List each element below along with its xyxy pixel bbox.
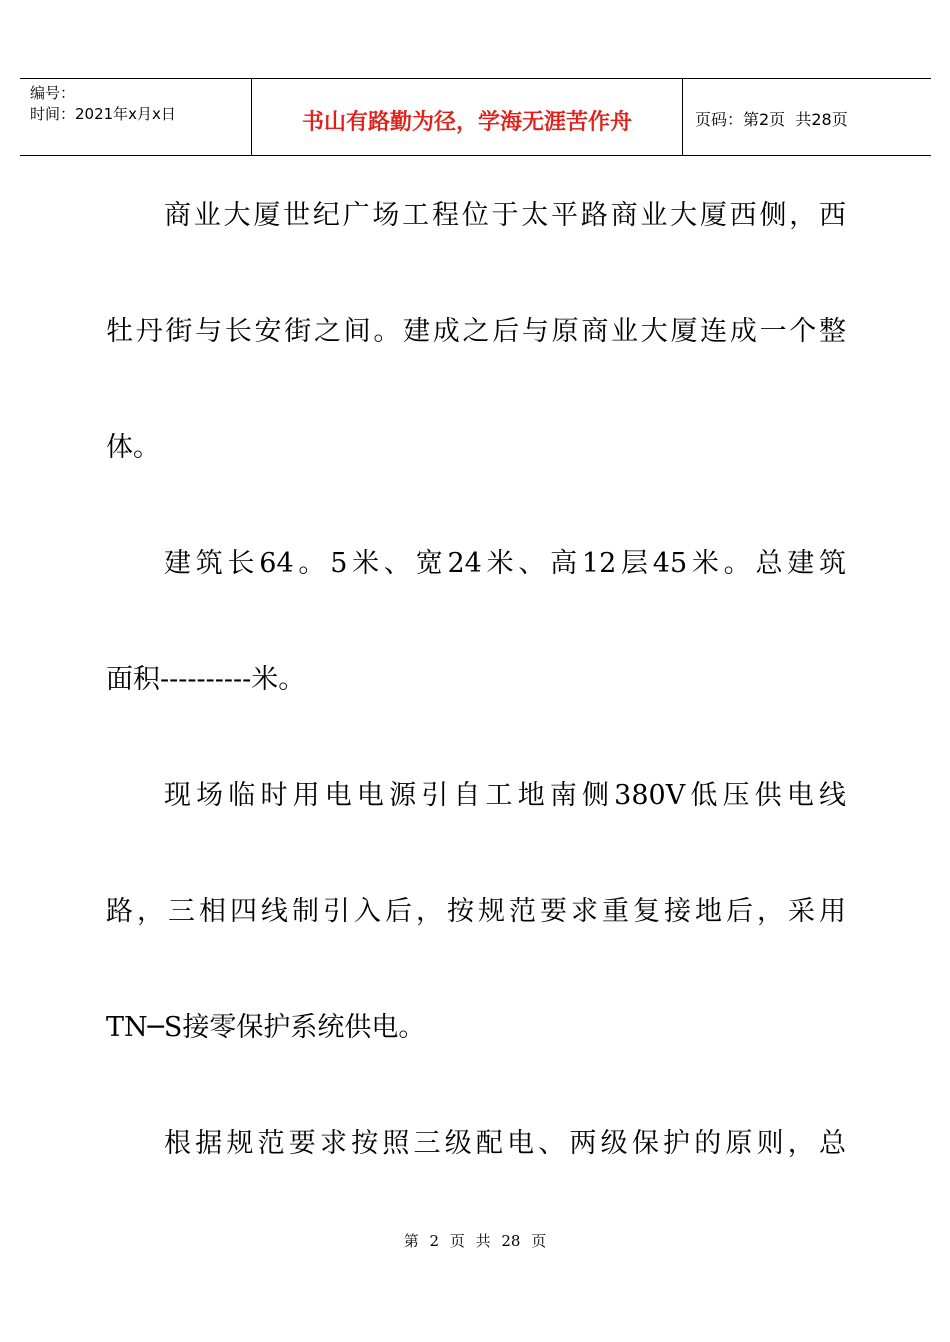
paragraph-line: 根据规范要求按照三级配电、两级保护的原则，总 <box>164 1128 846 1159</box>
motto-text: 书山有路勤为径，学海无涯苦作舟 <box>301 109 632 135</box>
paragraph-line: 商业大厦世纪广场工程位于太平路商业大厦西侧，西 <box>164 200 846 231</box>
paragraph-line: 路，三相四线制引入后，按规范要求重复接地后，采用 <box>106 896 846 927</box>
header-meta <box>20 79 252 155</box>
paragraph-line: 牡丹街与长安街之间。建成之后与原商业大厦连成一个整 <box>106 316 846 347</box>
date-label: 时间：2021年x月x日 <box>30 105 176 123</box>
paragraph-line: 建筑长64。5米、宽24米、高12层45米。总建筑 <box>164 548 846 579</box>
paragraph-line: 体。 <box>106 432 160 463</box>
paragraph-line: TN─S接零保护系统供电。 <box>106 1012 426 1043</box>
number-label: 编号： <box>30 84 76 102</box>
paragraph-line: 现场临时用电电源引自工地南侧380V低压供电线 <box>164 780 846 811</box>
document-header <box>20 78 931 156</box>
page-footer: 第 2 页 共 28 页 <box>403 1232 547 1250</box>
paragraph-line: 面积----------米。 <box>106 664 306 695</box>
header-motto <box>252 79 683 155</box>
header-page-info <box>683 79 931 155</box>
page-info-text: 页码：第2页 共28页 <box>695 109 848 129</box>
